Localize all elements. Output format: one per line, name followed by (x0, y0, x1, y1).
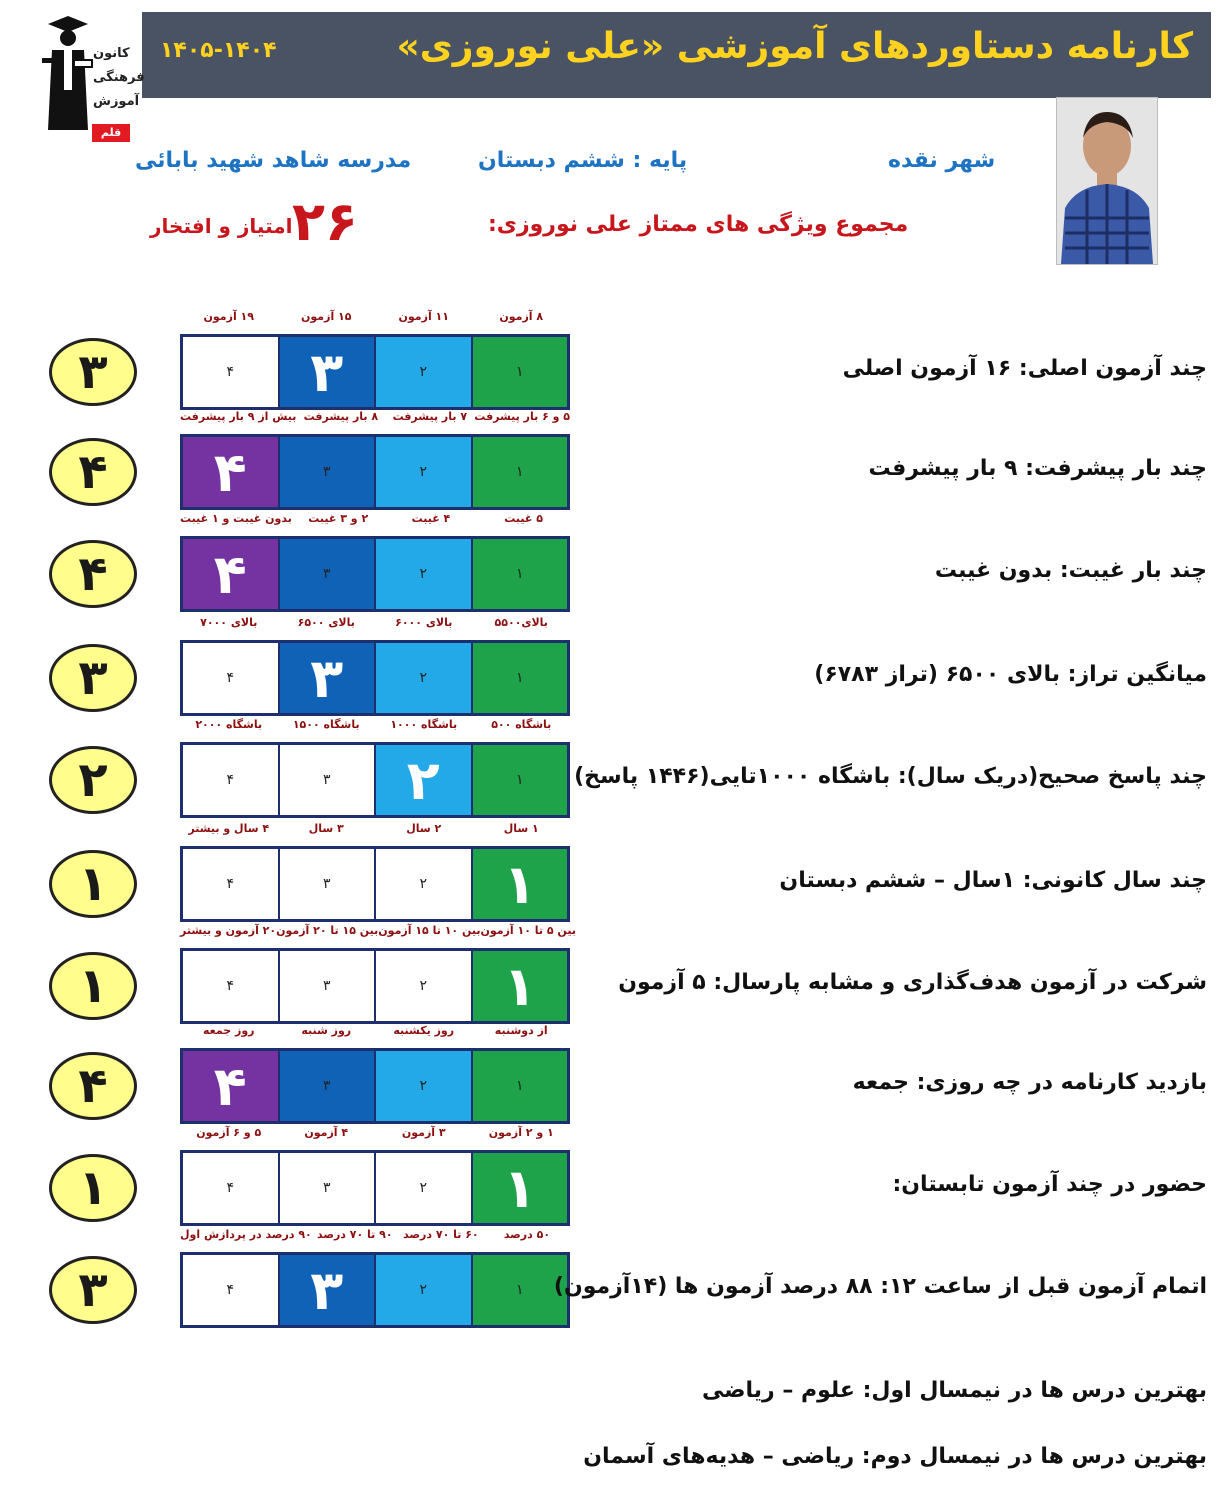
achievement-question: چند آزمون اصلی: ۱۶ آزمون اصلی (842, 356, 1207, 381)
level-cell-3: ۳ (278, 337, 375, 407)
level-cell-1: ۱ (471, 1153, 568, 1223)
level-header: بیش از ۹ بار پیشرفت (180, 410, 297, 423)
level-cell-4: ۴ (183, 1051, 278, 1121)
level-cell-3: ۳ (278, 1153, 375, 1223)
level-headers (180, 822, 570, 835)
score-circle: ۱ (49, 952, 137, 1020)
level-header: باشگاه ۲۰۰۰ (195, 718, 263, 731)
level-cell-2: ۲ (374, 745, 471, 815)
score-circle: ۱ (49, 1154, 137, 1222)
level-cell-2: ۲ (374, 643, 471, 713)
level-cell-4: ۴ (183, 337, 278, 407)
level-header: ۳ سال (308, 822, 344, 835)
level-header: بین ۱۵ تا ۲۰ آزمون (276, 924, 379, 937)
level-header: ۵ و ۶ آزمون (196, 1126, 262, 1139)
level-headers (180, 410, 570, 423)
school-name: مدرسه شاهد شهید بابائی (135, 148, 412, 173)
achievement-question: چند بار غیبت: بدون غیبت (934, 558, 1207, 583)
level-header: ۵۰ درصد (503, 1228, 551, 1241)
score-circle: ۴ (49, 540, 137, 608)
level-headers (180, 1228, 570, 1241)
achievement-question: چند پاسخ صحیح(دریک سال): باشگاه ۱۰۰۰تایی(۱۴۴۶ پاسخ) (574, 764, 1207, 789)
level-cell-4: ۴ (183, 539, 278, 609)
level-cell-1: ۱ (471, 849, 568, 919)
level-cell-1: ۱ (471, 745, 568, 815)
level-headers (180, 310, 570, 323)
level-grid (180, 948, 570, 1024)
achievement-question: حضور در چند آزمون تابستان: (892, 1172, 1207, 1197)
level-grid (180, 536, 570, 612)
level-header: ۲۰ آزمون و بیشتر (180, 924, 277, 937)
total-score-caption: امتیاز و افتخار (150, 214, 293, 238)
level-header: ۱۵ آزمون (301, 310, 352, 323)
level-header: بالای۵۵۰۰ (494, 616, 548, 629)
level-header: ۱۱ آزمون (398, 310, 449, 323)
level-cell-3: ۳ (278, 849, 375, 919)
level-headers (180, 1126, 570, 1139)
level-cell-3: ۳ (278, 745, 375, 815)
city-label: شهر نقده (888, 148, 996, 173)
level-cell-4: ۴ (183, 1255, 278, 1325)
level-header: باشگاه ۱۵۰۰ (292, 718, 360, 731)
level-headers (180, 924, 576, 937)
logo-line-2: فرهنگی (93, 70, 145, 85)
level-grid (180, 846, 570, 922)
achievement-question: بازدید کارنامه در چه روزی: جمعه (852, 1070, 1207, 1095)
level-header: ۴ آزمون (304, 1126, 349, 1139)
achievement-question: اتمام آزمون قبل از ساعت ۱۲: ۸۸ درصد آزمون ها (۱۴آزمون) (553, 1274, 1207, 1299)
level-header: ۳ آزمون (401, 1126, 446, 1139)
level-header: روز یکشنبه (393, 1024, 455, 1037)
level-cell-2: ۲ (374, 1153, 471, 1223)
level-header: روز جمعه (202, 1024, 255, 1037)
achievement-question: شرکت در آزمون هدف‌گذاری و مشابه پارسال: ۵ آزمون (618, 970, 1207, 995)
level-cell-1: ۱ (471, 951, 568, 1021)
score-circle: ۳ (49, 338, 137, 406)
level-cell-1: ۱ (471, 1051, 568, 1121)
level-cell-1: ۱ (471, 1255, 568, 1325)
academic-years: ۱۴۰۵-۱۴۰۴ (160, 38, 277, 63)
logo-line-3: آموزش (93, 94, 140, 109)
grade-label: پایه : ششم دبستان (478, 148, 688, 173)
level-header: بدون غیبت و ۱ غیبت (180, 512, 292, 525)
level-header: روز شنبه (301, 1024, 352, 1037)
level-cell-2: ۲ (374, 1051, 471, 1121)
level-cell-3: ۳ (278, 1051, 375, 1121)
level-cell-4: ۴ (183, 1153, 278, 1223)
level-cell-4: ۴ (183, 745, 278, 815)
level-cell-1: ۱ (471, 437, 568, 507)
level-header: ۹۰ تا ۷۰ درصد (316, 1228, 393, 1241)
level-cell-3: ۳ (278, 437, 375, 507)
level-cell-1: ۱ (471, 539, 568, 609)
level-cell-2: ۲ (374, 1255, 471, 1325)
level-header: ۵ و ۶ بار پیشرفت (474, 410, 570, 423)
level-cell-3: ۳ (278, 951, 375, 1021)
level-grid (180, 742, 570, 818)
level-cell-1: ۱ (471, 337, 568, 407)
logo-badge: قلم چی (92, 124, 130, 142)
level-header: بالای ۶۰۰۰ (395, 616, 453, 629)
level-cell-2: ۲ (374, 337, 471, 407)
level-cell-2: ۲ (374, 437, 471, 507)
level-header: بالای ۶۵۰۰ (297, 616, 355, 629)
level-cell-4: ۴ (183, 643, 278, 713)
logo-line-1: کانون (93, 46, 130, 61)
level-grid (180, 1252, 570, 1328)
level-header: ۸ آزمون (499, 310, 544, 323)
total-score-value: ۲۶ (292, 190, 358, 253)
level-cell-2: ۲ (374, 539, 471, 609)
level-headers (180, 1024, 570, 1037)
level-grid (180, 1048, 570, 1124)
level-cell-4: ۴ (183, 437, 278, 507)
best-subjects-term1: بهترین درس ها در نیمسال اول: علوم – ریاضی (701, 1378, 1207, 1403)
level-grid (180, 640, 570, 716)
kanoon-logo (38, 14, 145, 157)
level-headers (180, 512, 570, 525)
student-photo (1056, 97, 1158, 265)
score-circle: ۲ (49, 746, 137, 814)
achievement-question: میانگین تراز: بالای ۶۵۰۰ (تراز ۶۷۸۳) (814, 662, 1207, 687)
level-header: بین ۱۰ تا ۱۵ آزمون (378, 924, 481, 937)
level-grid (180, 434, 570, 510)
level-header: ۹۰ درصد در پردازش اول (180, 1228, 312, 1241)
achievement-question: چند سال کانونی: ۱سال – ششم دبستان (779, 868, 1207, 893)
level-header: ۸ بار پیشرفت (303, 410, 379, 423)
header-bar (142, 12, 1211, 98)
level-header: بین ۵ تا ۱۰ آزمون (480, 924, 576, 937)
level-cell-3: ۳ (278, 1255, 375, 1325)
level-header: ۱۹ آزمون (203, 310, 254, 323)
level-header: ۲ سال (406, 822, 442, 835)
total-features-label: مجموع ویژگی های ممتاز علی نوروزی: (488, 212, 909, 237)
level-header: ۲ و ۳ غیبت (308, 512, 369, 525)
level-header: ۴ غیبت (411, 512, 451, 525)
best-subjects-term2: بهترین درس ها در نیمسال دوم: ریاضی – هدیه‌های آسمان (583, 1444, 1207, 1469)
level-grid (180, 334, 570, 410)
achievement-question: چند بار پیشرفت: ۹ بار پیشرفت (868, 456, 1207, 481)
graduate-figure-icon (38, 14, 94, 132)
level-header: ۱ سال (503, 822, 539, 835)
page-title: کارنامه دستاوردهای آموزشی «علی نوروزی» (396, 26, 1193, 67)
score-circle: ۳ (49, 1256, 137, 1324)
level-header: ۵ غیبت (504, 512, 543, 525)
level-cell-3: ۳ (278, 643, 375, 713)
level-headers (180, 616, 570, 629)
level-header: بالای ۷۰۰۰ (200, 616, 258, 629)
level-grid (180, 1150, 570, 1226)
level-cell-4: ۴ (183, 849, 278, 919)
score-circle: ۳ (49, 644, 137, 712)
level-header: ۴ سال و بیشتر (188, 822, 270, 835)
level-cell-4: ۴ (183, 951, 278, 1021)
level-cell-3: ۳ (278, 539, 375, 609)
level-header: ۱ و ۲ آزمون (488, 1126, 554, 1139)
level-header: ۷ بار پیشرفت (392, 410, 468, 423)
level-header: ۶۰ تا ۷۰ درصد (403, 1228, 479, 1241)
score-circle: ۴ (49, 1052, 137, 1120)
score-circle: ۱ (49, 850, 137, 918)
level-header: باشگاه ۱۰۰۰ (390, 718, 458, 731)
level-cell-2: ۲ (374, 849, 471, 919)
score-circle: ۴ (49, 438, 137, 506)
level-header: باشگاه ۵۰۰ (491, 718, 552, 731)
level-cell-1: ۱ (471, 643, 568, 713)
level-header: از دوشنبه (494, 1024, 548, 1037)
level-cell-2: ۲ (374, 951, 471, 1021)
level-headers (180, 718, 570, 731)
